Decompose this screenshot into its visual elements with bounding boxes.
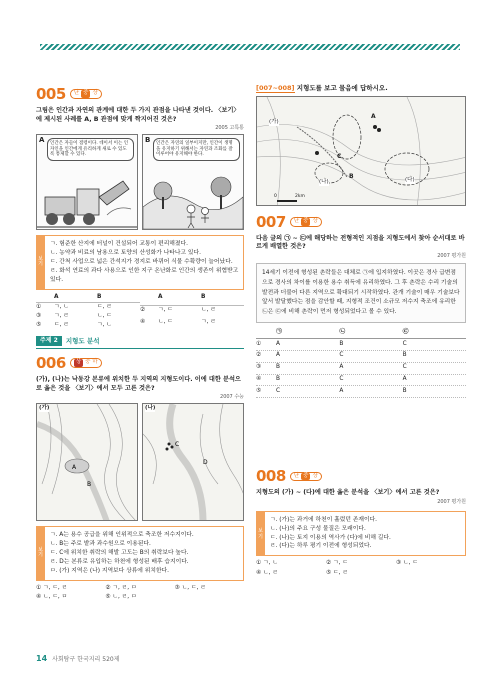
answer-choices xyxy=(256,560,466,578)
bogi-item: ㄴ. B는 주로 밭과 과수원으로 이용된다. xyxy=(50,540,151,547)
choice[interactable]: ③ ㄴ, ㄷ xyxy=(396,560,418,567)
right-column xyxy=(256,84,466,578)
question-source: 2007 수능 xyxy=(220,393,244,400)
choice[interactable]: ① ㄱ, ㄷ, ㄹ xyxy=(36,584,68,591)
answer-choices xyxy=(36,585,244,603)
panel-a xyxy=(36,134,138,230)
svg-text:D: D xyxy=(203,458,208,466)
bogi-item: ㄹ. (다)는 하루 평기 이전에 형성되었다. xyxy=(270,543,372,550)
cartoon-illustration xyxy=(36,134,244,230)
difficulty-badge: 난 중 상 xyxy=(290,472,322,481)
choice[interactable]: ② ㄱ, ㄷ xyxy=(326,560,348,567)
question-source: 2005 고특통 xyxy=(215,124,244,131)
bogi-box xyxy=(36,235,244,290)
col-header-b: B xyxy=(97,294,140,304)
answer-table xyxy=(256,327,466,398)
choice[interactable]: ③ ㄴ, ㄷ, ㄹ xyxy=(174,584,206,591)
panel-b xyxy=(142,134,244,230)
question-number: 008 xyxy=(256,467,286,486)
blank-space xyxy=(256,398,466,466)
question-text: (가), (나)는 낙동강 본류에 위치한 두 지역의 지형도이다. 이에 대한 분석으로 옳은 것을 〈보기〉에서 모두 고른 것은? xyxy=(36,376,241,392)
section-label: 주제 2 xyxy=(36,336,62,346)
bogi-item: ㄷ. C에 위치한 취락의 해발 고도는 B의 취락보다 높다. xyxy=(50,549,189,556)
section-title: 지형도 분석 xyxy=(65,336,100,345)
bogi-item: ㄷ. (나)는 토지 이용의 역사가 (다)에 비해 길다. xyxy=(270,534,391,541)
left-column xyxy=(36,84,244,602)
map-label: (가) xyxy=(39,404,50,411)
bogi-item: ㄱ. 험준한 산지에 터널이 건설되어 교통이 편리해졌다. xyxy=(50,240,188,247)
choice-marker[interactable]: ② xyxy=(140,307,146,314)
bogi-item: ㄴ. 농약과 비료의 남용으로 토양의 산성화가 나타나고 있다. xyxy=(50,249,201,256)
answer-row[interactable]: ② A C B xyxy=(256,351,466,363)
speech-bubble-a: 인간은 자들이 점령이다. 데이서 이는 인 자인을 인간에게 유리하게 새로 수 있도록 통제할 수 있다. xyxy=(47,138,134,162)
q007-header xyxy=(256,212,466,232)
choice[interactable]: ① ㄱ, ㄴ xyxy=(256,560,278,567)
choice-marker[interactable]: ⑤ xyxy=(36,322,42,329)
answer-row[interactable]: ④ B C A xyxy=(256,375,466,387)
svg-text:A: A xyxy=(72,463,77,471)
topographic-maps xyxy=(36,403,244,521)
book-title: 사회탐구 한국지리 520제 xyxy=(52,656,120,663)
map-na xyxy=(142,403,244,521)
bogi-item: ㄱ. A는 용수 공급을 위해 인위적으로 축조한 저수지이다. xyxy=(50,531,194,538)
difficulty-badge: 난 중 상 xyxy=(290,217,322,226)
question-text: 다음 글의 ㉠ ~ ㉢에 해당하는 전형적인 지점을 지형도에서 찾아 순서대로 바르게 배열한 것은? xyxy=(256,235,465,251)
q008-header xyxy=(256,466,466,486)
bogi-item: ㄱ. (가)는 과거에 하천이 흘렀던 존재이다. xyxy=(270,516,378,523)
question-source: 2007 평가원 xyxy=(437,498,466,505)
question-number: 007 xyxy=(256,212,286,231)
bogi-item: ㄴ. (나)의 주요 구성 물질은 모래이다. xyxy=(270,525,366,532)
top-stripe xyxy=(40,44,460,50)
bogi-item: ㄹ. D는 본류로 유입하는 하천에 형성된 배후 습지이다. xyxy=(50,558,189,565)
point-label: B xyxy=(349,172,354,180)
svg-text:C: C xyxy=(175,440,180,448)
map-label: (나) xyxy=(319,178,329,185)
scale-label: 2km xyxy=(295,193,305,199)
question-source: 2007 평가원 xyxy=(437,252,466,259)
question-text: 그림은 인간과 자연의 관계에 대한 두 가지 관점을 나타낸 것이다. 〈보기〉에 제시된 사례를 A, B 관점에 맞게 짝지어진 것은? xyxy=(36,107,240,123)
section-header xyxy=(36,336,244,349)
choice-marker[interactable]: ① xyxy=(36,304,42,311)
map-label: (가) xyxy=(269,118,279,125)
page-number: 14 xyxy=(36,654,48,663)
choice[interactable]: ④ ㄴ, ㄹ xyxy=(256,570,278,577)
choice-marker[interactable]: ③ xyxy=(36,313,42,320)
shared-topographic-map xyxy=(256,96,466,206)
difficulty-badge: 상 중 하 xyxy=(70,358,102,367)
choice-marker[interactable]: ④ xyxy=(140,319,146,326)
bogi-tag: 보기 xyxy=(258,528,263,540)
speech-bubble-b: 인간은 자연의 일부이지만, 인간이 생명을 유지하기 위해서는 자연과 조화를 잘 이루어야 유지해야 한다. xyxy=(153,138,240,162)
map-label: (나) xyxy=(145,404,156,411)
question-number: 005 xyxy=(36,85,66,103)
nature-drawing xyxy=(143,167,243,229)
bogi-box xyxy=(256,511,466,557)
choice[interactable]: ⑤ ㄷ, ㄹ xyxy=(326,570,348,577)
page-footer xyxy=(36,654,120,665)
bogi-tag: 보기 xyxy=(38,546,43,559)
reading-passage: 14세기 이전에 형성된 촌락들은 대체로 ㉠에 입지하였다. 이곳은 경사 급변점으로 경사의 차이를 이용한 용수 취득에 유리하였다. 그 후 촌락은 수리 기술의 발전과 더불어 다른 지역으로 확대되기 시작하였다. 관개 기술이 매우 기술보다 앞서 발달했다는 점을 감안할 때, 지형적 조건이 소규모 저수지 축조에 유리한 ㉡은 ㉢에 비해 촌락이 먼저 형성되었다고 볼 수 있다. xyxy=(256,263,466,323)
map-label: (다) xyxy=(405,176,415,183)
col-header-a: A xyxy=(54,294,97,304)
q005-header xyxy=(36,84,244,104)
answer-row[interactable]: ⑤ C A B xyxy=(256,386,466,398)
contour-drawing xyxy=(37,404,138,521)
q006-header xyxy=(36,353,244,373)
difficulty-badge: 난 중 상 xyxy=(70,89,102,98)
question-text: 지형도의 (가) ~ (다)에 대한 옳은 분석을 〈보기〉에서 고른 것은? xyxy=(256,489,440,497)
choice[interactable]: ⑤ ㄴ, ㄹ, ㅁ xyxy=(105,594,137,601)
bogi-item: ㄷ. 간척 사업으로 넓은 간석지가 경지로 바뀌어 식물 수확량이 늘어났다. xyxy=(50,258,233,265)
svg-text:B: B xyxy=(87,480,92,488)
range-instruction: 지형도를 보고 물음에 답하시오. xyxy=(294,84,388,92)
answer-row[interactable]: ① A B C xyxy=(256,339,466,351)
scale-label: 0 xyxy=(274,193,277,199)
map-ga xyxy=(36,403,138,521)
contour-drawing xyxy=(143,404,244,521)
answer-choices xyxy=(36,294,244,330)
answer-table-header: ㉠ ㉡ ㉢ xyxy=(256,327,466,339)
point-label: A xyxy=(371,112,376,120)
point-label: C xyxy=(337,152,342,160)
range-header xyxy=(256,84,466,93)
choice-column-right: A B ② ㄱ, ㄷ ㄴ, ㄹ ④ ㄴ, ㄷ ㄱ, ㄹ xyxy=(140,294,244,330)
bogi-item: ㅁ. (가) 지역은 (나) 지역보다 상류에 위치한다. xyxy=(50,567,169,574)
panel-a-label: A xyxy=(39,135,45,144)
choice[interactable]: ② ㄱ, ㄹ, ㅁ xyxy=(105,584,137,591)
contour-drawing xyxy=(257,97,466,206)
choice[interactable]: ④ ㄴ, ㄷ, ㅁ xyxy=(36,594,68,601)
panel-b-label: B xyxy=(145,135,151,144)
bogi-box xyxy=(36,526,244,581)
machinery-drawing xyxy=(37,167,137,229)
bogi-tag: 보기 xyxy=(38,255,43,268)
answer-row[interactable]: ③ B A C xyxy=(256,363,466,375)
choice-column-left: A B ① ㄱ, ㄴ ㄷ, ㄹ ③ ㄱ, ㄹ ㄴ, ㄷ ⑤ ㄷ, ㄹ ㄱ, ㄴ xyxy=(36,294,140,330)
bogi-item: ㄹ. 화석 연료의 과다 사용으로 인한 지구 온난화로 인간의 생존이 위협받고 있다. xyxy=(50,267,239,283)
question-number: 006 xyxy=(36,353,66,372)
range-label: [007~008] xyxy=(256,84,295,92)
